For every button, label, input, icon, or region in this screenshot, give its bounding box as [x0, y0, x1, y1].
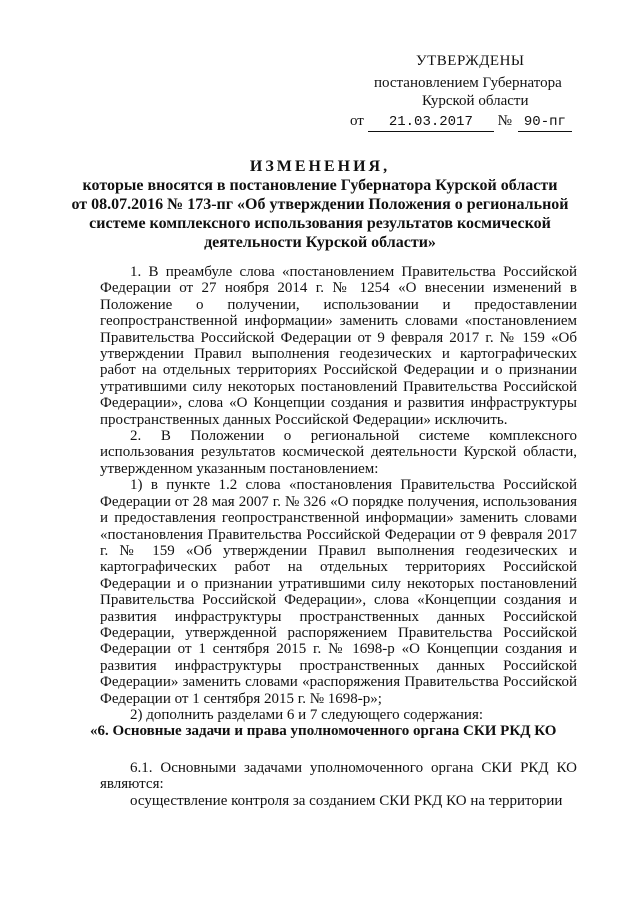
approval-date: 21.03.2017 [368, 113, 494, 132]
document-title [0, 157, 640, 252]
title-heading: ИЗМЕНЕНИЯ, [249, 158, 391, 175]
paragraph-5: 6.1. Основными задачами уполномоченного органа СКИ РКД КО являются: [100, 759, 577, 793]
document-body [90, 264, 577, 809]
title-line-3: системе комплексного использования результатов космической [89, 215, 551, 232]
approval-date-line [350, 112, 572, 132]
title-line-2: от 08.07.2016 № 173-пг «Об утверждении Положения о региональной [71, 196, 569, 213]
date-prefix: от [350, 113, 364, 129]
approval-line-decree: постановлением Губернатора [374, 75, 562, 91]
paragraph-3: 1) в пункте 1.2 слова «постановления Правительства Российской Федерации от 28 мая 2007 г. № 326 «О порядке получения, использования и предоставления геопространственной информации» заменить словами «постановления Правительства Российской Федерации от 9 февраля 2017 г. № 159 «Об утверждении Правил выполнения геодезических и картографических работ на отдельных территориях Российской Федерации и о признании утратившими силу некоторых постановлений Правительства Российской Федерации», слова «Концепции создания и развития инфраструктуры пространственных данных Российской Федерации, утвержденной распоряжением Правительства Российской Федерации от 1 сентября 2015 г. № 1698-р «О Концепции создания и развития инфраструктуры пространственных данных Российской Федерации» заменить словами «распоряжения Правительства Российской Федерации от 1 сентября 2015 г. № 1698-р»; [100, 477, 577, 707]
approval-line-region: Курской области [422, 93, 529, 109]
section-heading: «6. Основные задачи и права уполномоченного органа СКИ РКД КО [90, 723, 557, 740]
approval-title: УТВЕРЖДЕНЫ [416, 53, 525, 69]
paragraph-2: 2. В Положении о региональной системе комплексного использования результатов космической деятельности Курской области, утвержденном указанным постановлением: [100, 428, 577, 477]
title-line-1: которые вносятся в постановление Губернатора Курской области [82, 177, 558, 194]
paragraph-4: 2) дополнить разделами 6 и 7 следующего содержания: [130, 706, 484, 723]
paragraph-1: 1. В преамбуле слова «постановлением Правительства Российской Федерации от 27 ноября 2014 г. № 1254 «О внесении изменений в Положение о получении, использовании и предоставлении геопространственной информации» заменить словами «постановлением Правительства Российской Федерации от 9 февраля 2017 г. № 159 «Об утверждении Правил выполнения геодезических и картографических работ на отдельных территориях Российской Федерации и о признании утратившими силу некоторых постановлений Правительства Российской Федерации», слова «О Концепции создания и развития инфраструктуры пространственных данных Российской Федерации» исключить. [100, 264, 577, 428]
title-line-4: деятельности Курской области» [204, 234, 436, 251]
number-prefix: № [497, 113, 512, 129]
paragraph-6: осуществление контроля за созданием СКИ РКД КО на территории [130, 792, 563, 809]
approval-number: 90-пг [518, 113, 572, 132]
